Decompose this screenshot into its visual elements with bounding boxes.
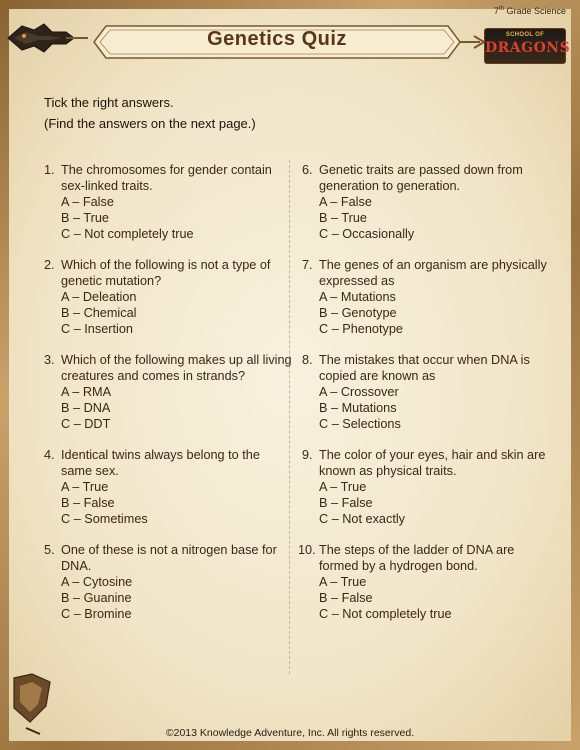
question-text: The color of your eyes, hair and skin are known as physical traits. bbox=[319, 448, 546, 478]
question-item: 2. Which of the following is not a type of genetic mutation? A – Deleation B – Chemical C – Insertion bbox=[44, 257, 294, 337]
answer-option[interactable]: C – Insertion bbox=[61, 322, 133, 336]
question-text: The genes of an organism are physically expressed as bbox=[319, 258, 547, 288]
answer-option[interactable]: B – False bbox=[319, 591, 373, 605]
answer-option[interactable]: A – True bbox=[319, 575, 367, 589]
answer-option[interactable]: A – Cytosine bbox=[61, 575, 133, 589]
answer-option[interactable]: C – Not exactly bbox=[319, 512, 406, 526]
dragon-head-icon bbox=[4, 18, 90, 66]
answer-option[interactable]: B – Genotype bbox=[319, 306, 397, 320]
copyright-footer: ©2013 Knowledge Adventure, Inc. All rights reserved. bbox=[165, 727, 415, 739]
question-text: The steps of the ladder of DNA are formed by a hydrogen bond. bbox=[319, 543, 515, 573]
question-item: 9. The color of your eyes, hair and skin are known as physical traits. A – True B – False C – Not exactly bbox=[302, 447, 552, 527]
question-text: Genetic traits are passed down from generation to generation. bbox=[319, 163, 523, 193]
grade-label: 7th Grade Science bbox=[493, 6, 566, 16]
school-of-dragons-logo: SCHOOL OF DRAGONS bbox=[484, 28, 566, 64]
answer-option[interactable]: A – Crossover bbox=[319, 385, 399, 399]
answer-option[interactable]: C – Selections bbox=[319, 417, 401, 431]
answer-option[interactable]: B – False bbox=[319, 496, 373, 510]
question-item: 8. The mistakes that occur when DNA is copied are known as A – Crossover B – Mutations C – Selections bbox=[302, 352, 552, 432]
answer-option[interactable]: A – RMA bbox=[61, 385, 112, 399]
answer-option[interactable]: A – False bbox=[319, 195, 372, 209]
answer-option[interactable]: C – Phenotype bbox=[319, 322, 403, 336]
answer-option[interactable]: C – Occasionally bbox=[319, 227, 415, 241]
question-item: 4. Identical twins always belong to the same sex. A – True B – False C – Sometimes bbox=[44, 447, 294, 527]
answer-option[interactable]: C – Bromine bbox=[61, 607, 132, 621]
answer-option[interactable]: B – False bbox=[61, 496, 115, 510]
question-text: Which of the following makes up all living creatures and comes in strands? bbox=[61, 353, 292, 383]
banner-arrow-icon bbox=[460, 34, 486, 50]
answer-option[interactable]: C – Sometimes bbox=[61, 512, 148, 526]
answer-option[interactable]: B – True bbox=[61, 211, 109, 225]
answer-option[interactable]: B – Chemical bbox=[61, 306, 137, 320]
question-text: Which of the following is not a type of genetic mutation? bbox=[61, 258, 271, 288]
question-item: 10. The steps of the ladder of DNA are formed by a hydrogen bond. A – True B – False C – Not completely true bbox=[302, 542, 552, 622]
question-item: 5. One of these is not a nitrogen base for DNA. A – Cytosine B – Guanine C – Bromine bbox=[44, 542, 294, 622]
questions-left-column bbox=[44, 162, 294, 637]
page-title: Genetics Quiz bbox=[207, 28, 347, 50]
answer-option[interactable]: C – Not completely true bbox=[61, 227, 194, 241]
answer-option[interactable]: A – False bbox=[61, 195, 114, 209]
answer-option[interactable]: B – DNA bbox=[61, 401, 111, 415]
question-text: Identical twins always belong to the same sex. bbox=[61, 448, 260, 478]
instructions bbox=[44, 92, 256, 134]
answer-option[interactable]: A – True bbox=[61, 480, 109, 494]
answer-option[interactable]: B – True bbox=[319, 211, 367, 225]
answer-option[interactable]: C – DDT bbox=[61, 417, 111, 431]
question-text: The chromosomes for gender contain sex-linked traits. bbox=[61, 163, 272, 193]
question-item: 3. Which of the following makes up all living creatures and comes in strands? A – RMA B – DNA C – DDT bbox=[44, 352, 294, 432]
answer-option[interactable]: A – Mutations bbox=[319, 290, 396, 304]
question-item: 1. The chromosomes for gender contain sex-linked traits. A – False B – True C – Not completely true bbox=[44, 162, 294, 242]
answer-option[interactable]: B – Guanine bbox=[61, 591, 132, 605]
answer-option[interactable]: A – True bbox=[319, 480, 367, 494]
answer-option[interactable]: B – Mutations bbox=[319, 401, 397, 415]
question-text: The mistakes that occur when DNA is copied are known as bbox=[319, 353, 530, 383]
question-text: One of these is not a nitrogen base for DNA. bbox=[61, 543, 277, 573]
answer-option[interactable]: C – Not completely true bbox=[319, 607, 452, 621]
question-item: 7. The genes of an organism are physically expressed as A – Mutations B – Genotype C – Phenotype bbox=[302, 257, 552, 337]
instruction-note: (Find the answers on the next page.) bbox=[44, 116, 256, 131]
question-item: 6. Genetic traits are passed down from generation to generation. A – False B – True C – Occasionally bbox=[302, 162, 552, 242]
questions-right-column bbox=[298, 162, 552, 637]
instruction-line: Tick the right answers. bbox=[44, 95, 174, 110]
answer-option[interactable]: A – Deleation bbox=[61, 290, 137, 304]
